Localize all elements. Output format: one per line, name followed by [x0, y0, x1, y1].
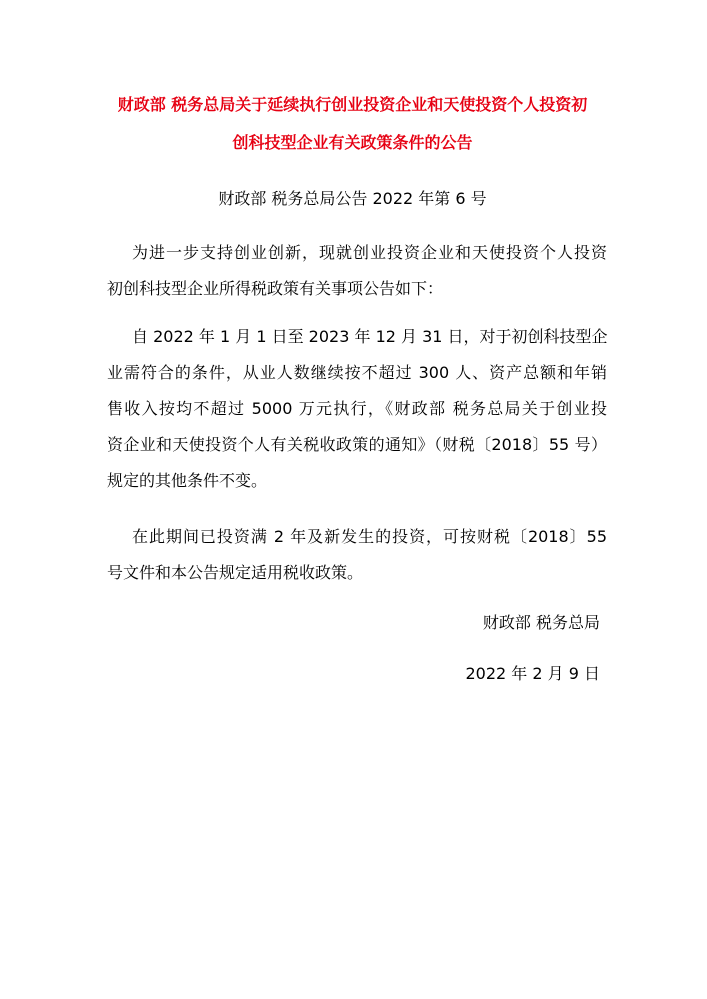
signature-date: 2022 年 2 月 9 日: [465, 664, 600, 683]
paragraph-line: 资企业和天使投资个人有关税收政策的通知》（财税〔2018〕55 号）: [107, 435, 607, 454]
document-title-line-1: 财政部 税务总局关于延续执行创业投资企业和天使投资个人投资初: [117, 95, 588, 114]
paragraph-line: 规定的其他条件不变。: [107, 471, 268, 490]
paragraph-line: 售收入按均不超过 5000 万元执行，《财政部 税务总局关于创业投: [107, 399, 607, 418]
paragraph-line: 自 2022 年 1 月 1 日至 2023 年 12 月 31 日，对于初创科技型企: [132, 327, 608, 346]
document-title-line-2: 创科技型企业有关政策条件的公告: [232, 133, 473, 152]
document-number: 财政部 税务总局公告 2022 年第 6 号: [218, 189, 487, 208]
paragraph-line: 业需符合的条件，从业人数继续按不超过 300 人、资产总额和年销: [107, 363, 607, 382]
signature-issuer: 财政部 税务总局: [482, 613, 600, 632]
paragraph-line: 在此期间已投资满 2 年及新发生的投资，可按财税〔2018〕55: [132, 527, 607, 546]
paragraph-line: 号文件和本公告规定适用税收政策。: [107, 563, 364, 582]
paragraph-line: 为进一步支持创业创新，现就创业投资企业和天使投资个人投资: [132, 243, 607, 262]
paragraph-line: 初创科技型企业所得税政策有关事项公告如下：: [107, 279, 444, 298]
